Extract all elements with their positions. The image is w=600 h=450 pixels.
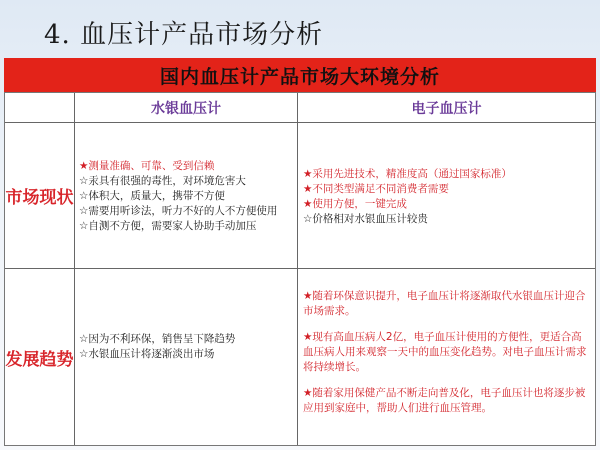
row-head-market-status: 市场现状 [5,188,74,208]
list-item: ★不同类型满足不同消费者需要 [303,183,449,195]
comparison-table [4,92,596,446]
column-head-mercury: 水银血压计 [151,100,221,117]
list-item: ☆需要用听诊法，听力不好的人不方便使用 [79,205,278,217]
list-item: ☆自测不方便，需要家人协助手动加压 [79,220,257,232]
cell-trend-electronic [303,289,591,416]
list-item: ★现有高血压病人2亿，电子血压计使用的方便性，更适合高血压病人用来观察一天中的血压变化趋势。对电子血压计需求将持续增长。 [303,331,587,373]
divider-middle [297,93,298,445]
cell-market-electronic [303,167,591,227]
list-item: ☆价格相对水银血压计较贵 [303,213,428,225]
divider-left [74,93,75,445]
list-item: ☆体积大，质量大，携带不方便 [79,190,225,202]
list-item: ☆水银血压计将逐渐淡出市场 [79,348,215,360]
list-item: ★随着环保意识提升，电子血压计将逐渐取代水银血压计迎合市场需求。 [303,290,586,317]
list-item: ★使用方便，一键完成 [303,198,407,210]
table-banner: 国内血压计产品市场大环境分析 [4,58,596,92]
list-item: ☆因为不利环保，销售呈下降趋势 [79,333,236,345]
divider-rows [5,268,595,269]
cell-market-mercury [79,159,295,234]
list-item: ☆汞具有很强的毒性，对环境危害大 [79,175,246,187]
list-item: ★测量准确、可靠、受到信赖 [79,160,215,172]
divider-header [5,122,595,123]
list-item: ★采用先进技术，精准度高（通过国家标准） [303,168,512,180]
column-head-electronic: 电子血压计 [411,100,482,117]
row-head-trend: 发展趋势 [5,349,74,370]
cell-trend-mercury [79,332,295,362]
page-title: 4. 血压计产品市场分析 [44,20,324,50]
list-item: ★随着家用保健产品不断走向普及化，电子血压计也将逐步被应用到家庭中，帮助人们进行血压管理。 [303,387,586,414]
